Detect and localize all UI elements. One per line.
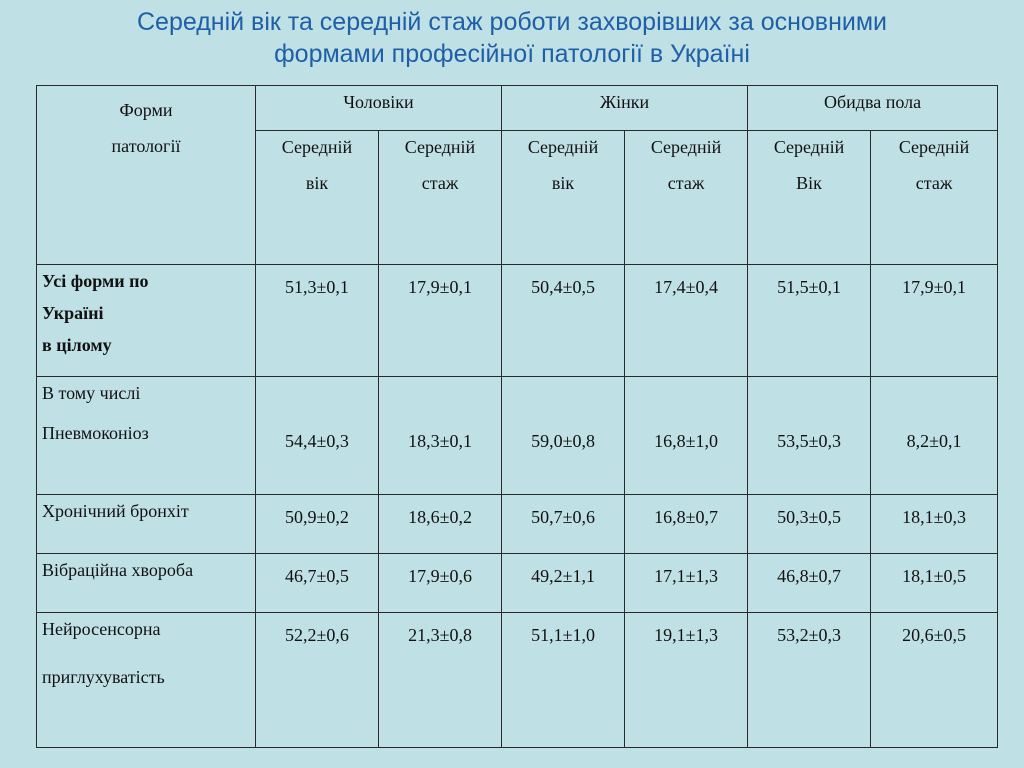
- table-cell: 53,2±0,3: [748, 613, 871, 748]
- table-cell: 59,0±0,8: [502, 377, 625, 495]
- sub-header-line-1: Середній: [404, 137, 476, 157]
- slide-title-line-1: Середній вік та середній стаж роботи захворівших за основними: [136, 8, 888, 36]
- corner-line-1: Форми: [119, 100, 173, 120]
- row-label: [37, 377, 256, 495]
- row-label-line: в цілому: [42, 335, 112, 355]
- table-cell: 50,4±0,5: [502, 265, 625, 377]
- sub-header: [748, 131, 871, 265]
- sub-header-line-1: Середній: [898, 137, 970, 157]
- table-cell: 16,8±0,7: [625, 495, 748, 554]
- table-cell: 16,8±1,0: [625, 377, 748, 495]
- table-cell: 18,1±0,3: [871, 495, 998, 554]
- row-label-line: приглухуватість: [42, 667, 165, 687]
- sub-header-line-2: стаж: [915, 173, 953, 193]
- table-cell: 49,2±1,1: [502, 554, 625, 613]
- row-label-line: Усі форми по: [42, 271, 149, 291]
- sub-header: [379, 131, 502, 265]
- row-label-line: Вібраційна хвороба: [42, 560, 194, 580]
- sub-header: [871, 131, 998, 265]
- row-label-line: Україні: [42, 303, 104, 323]
- table-row: [37, 377, 998, 495]
- table-row: [37, 554, 998, 613]
- sub-header-line-2: стаж: [421, 173, 459, 193]
- table-row: [37, 495, 998, 554]
- sub-header: [256, 131, 379, 265]
- table-cell: 17,9±0,6: [379, 554, 502, 613]
- sub-header-line-2: вік: [305, 173, 329, 193]
- header-row-groups: [37, 86, 998, 131]
- row-label: [37, 554, 256, 613]
- table-cell: 50,3±0,5: [748, 495, 871, 554]
- table-cell: 17,9±0,1: [379, 265, 502, 377]
- row-label: [37, 265, 256, 377]
- table-row: [37, 613, 998, 748]
- table-cell: 54,4±0,3: [256, 377, 379, 495]
- table-cell: 17,4±0,4: [625, 265, 748, 377]
- table-cell: 18,6±0,2: [379, 495, 502, 554]
- table-cell: 17,1±1,3: [625, 554, 748, 613]
- group-header-women: Жінки: [502, 86, 748, 131]
- table-cell: 18,3±0,1: [379, 377, 502, 495]
- slide-title-line-2: формами професійної патології в Україні: [274, 40, 750, 68]
- table-cell: 46,7±0,5: [256, 554, 379, 613]
- table-cell: 50,9±0,2: [256, 495, 379, 554]
- sub-header-line-2: Вік: [796, 173, 822, 193]
- table-cell: 53,5±0,3: [748, 377, 871, 495]
- sub-header-line-1: Середній: [527, 137, 599, 157]
- group-header-both: Обидва пола: [748, 86, 998, 131]
- slide-title: [0, 6, 1024, 70]
- table-cell: 19,1±1,3: [625, 613, 748, 748]
- table-cell: 18,1±0,5: [871, 554, 998, 613]
- table-cell: 17,9±0,1: [871, 265, 998, 377]
- row-label-line: Хронічний бронхіт: [42, 501, 189, 521]
- table-cell: 51,1±1,0: [502, 613, 625, 748]
- row-label-line: В тому числі: [42, 383, 141, 403]
- pathology-table: [36, 85, 998, 748]
- row-label: [37, 495, 256, 554]
- group-header-men: Чоловіки: [256, 86, 502, 131]
- sub-header: [502, 131, 625, 265]
- table-cell: 51,3±0,1: [256, 265, 379, 377]
- table-cell: 21,3±0,8: [379, 613, 502, 748]
- row-label-line: Пневмоконіоз: [42, 423, 149, 443]
- table-row: [37, 265, 998, 377]
- sub-header-line-1: Середній: [650, 137, 722, 157]
- table-cell: 52,2±0,6: [256, 613, 379, 748]
- table-cell: 8,2±0,1: [871, 377, 998, 495]
- corner-line-2: патології: [111, 136, 181, 156]
- sub-header: [625, 131, 748, 265]
- row-label-line: Нейросенсорна: [42, 619, 161, 639]
- sub-header-line-1: Середній: [773, 137, 845, 157]
- row-label: [37, 613, 256, 748]
- table-cell: 50,7±0,6: [502, 495, 625, 554]
- sub-header-line-2: вік: [551, 173, 575, 193]
- table-cell: 51,5±0,1: [748, 265, 871, 377]
- sub-header-line-2: стаж: [667, 173, 705, 193]
- table-cell: 20,6±0,5: [871, 613, 998, 748]
- table-cell: 46,8±0,7: [748, 554, 871, 613]
- header-corner: [37, 86, 256, 265]
- sub-header-line-1: Середній: [281, 137, 353, 157]
